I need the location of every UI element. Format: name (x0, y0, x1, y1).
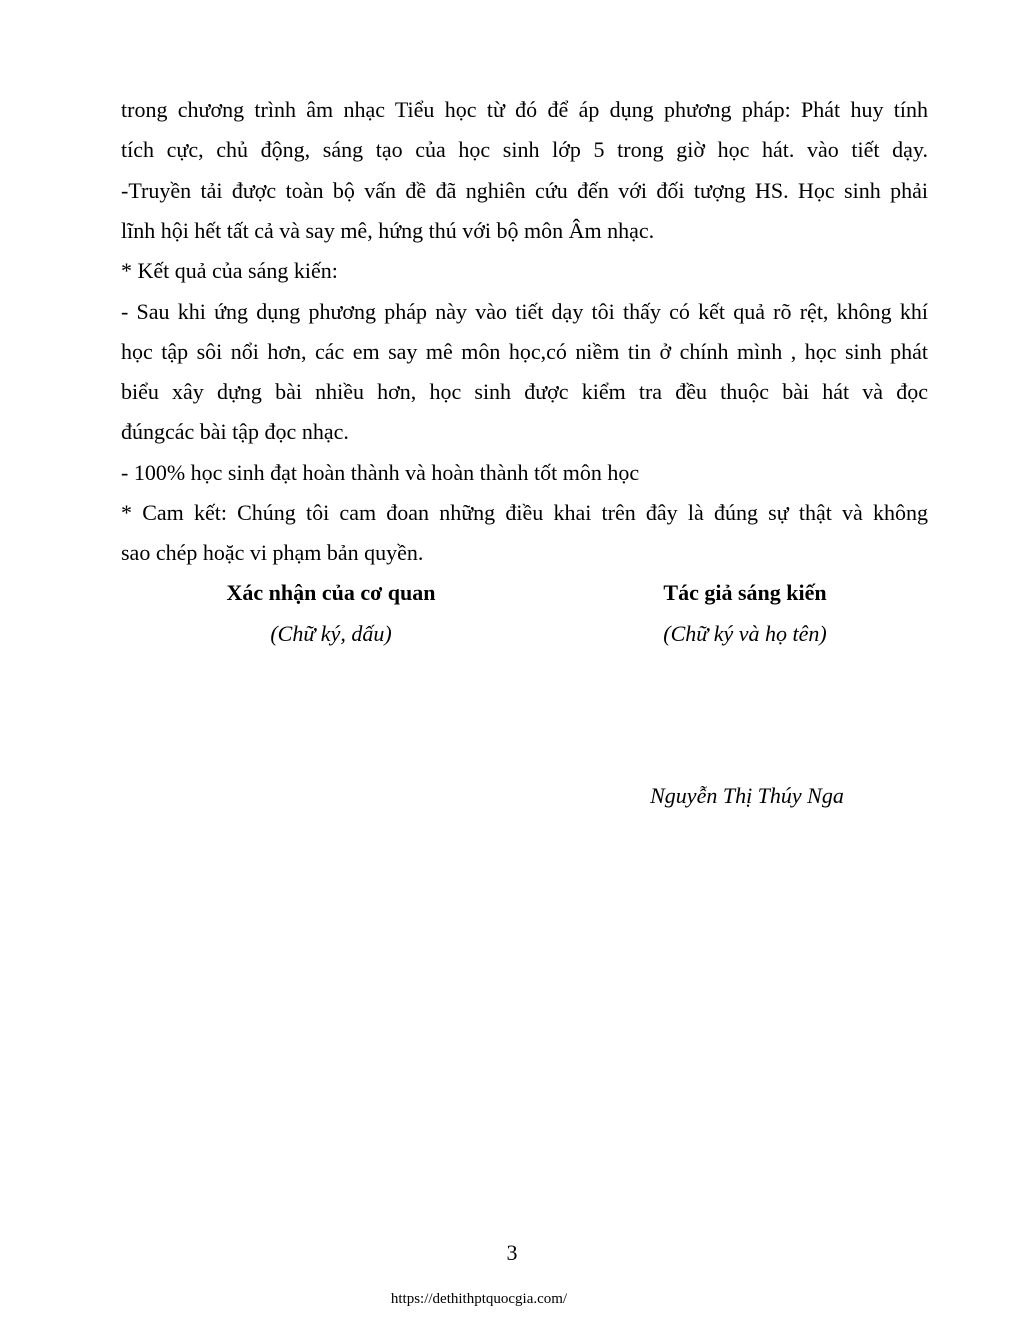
body-line: -Truyền tải được toàn bộ vấn đề đã nghiên cứu đến với đối tượng HS. Học sinh phải (121, 178, 928, 203)
body-line: trong chương trình âm nhạc Tiểu học từ đó để áp dụng phương pháp: Phát huy tính (121, 97, 928, 122)
signature-right-heading: Tác giả sáng kiến (663, 580, 827, 605)
body-line: biểu xây dựng bài nhiều hơn, học sinh được kiểm tra đều thuộc bài hát và đọc (121, 379, 928, 404)
author-name: Nguyễn Thị Thúy Nga (650, 783, 844, 808)
signature-right-note: (Chữ ký và họ tên) (663, 621, 827, 646)
page-number: 3 (506, 1240, 518, 1265)
body-line: lĩnh hội hết tất cả và say mê, hứng thú với bộ môn Âm nhạc. (121, 218, 655, 243)
body-line: * Kết quả của sáng kiến: (121, 258, 338, 283)
body-line: tích cực, chủ động, sáng tạo của học sinh lớp 5 trong giờ học hát. vào tiết dạy. (121, 137, 928, 162)
body-line: đúngcác bài tập đọc nhạc. (121, 419, 349, 444)
body-line: - 100% học sinh đạt hoàn thành và hoàn thành tốt môn học (121, 460, 640, 485)
signature-left-heading: Xác nhận của cơ quan (226, 580, 436, 605)
body-line: * Cam kết: Chúng tôi cam đoan những điều khai trên đây là đúng sự thật và không (121, 500, 928, 525)
signature-left-note: (Chữ ký, dấu) (270, 621, 392, 646)
footer-url: https://dethithptquocgia.com/ (390, 1291, 568, 1307)
body-line: - Sau khi ứng dụng phương pháp này vào tiết dạy tôi thấy có kết quả rõ rệt, không khí (121, 299, 928, 324)
body-line: học tập sôi nổi hơn, các em say mê môn học,có niềm tin ở chính mình , học sinh phát (121, 339, 928, 364)
body-line: sao chép hoặc vi phạm bản quyền. (121, 540, 424, 565)
